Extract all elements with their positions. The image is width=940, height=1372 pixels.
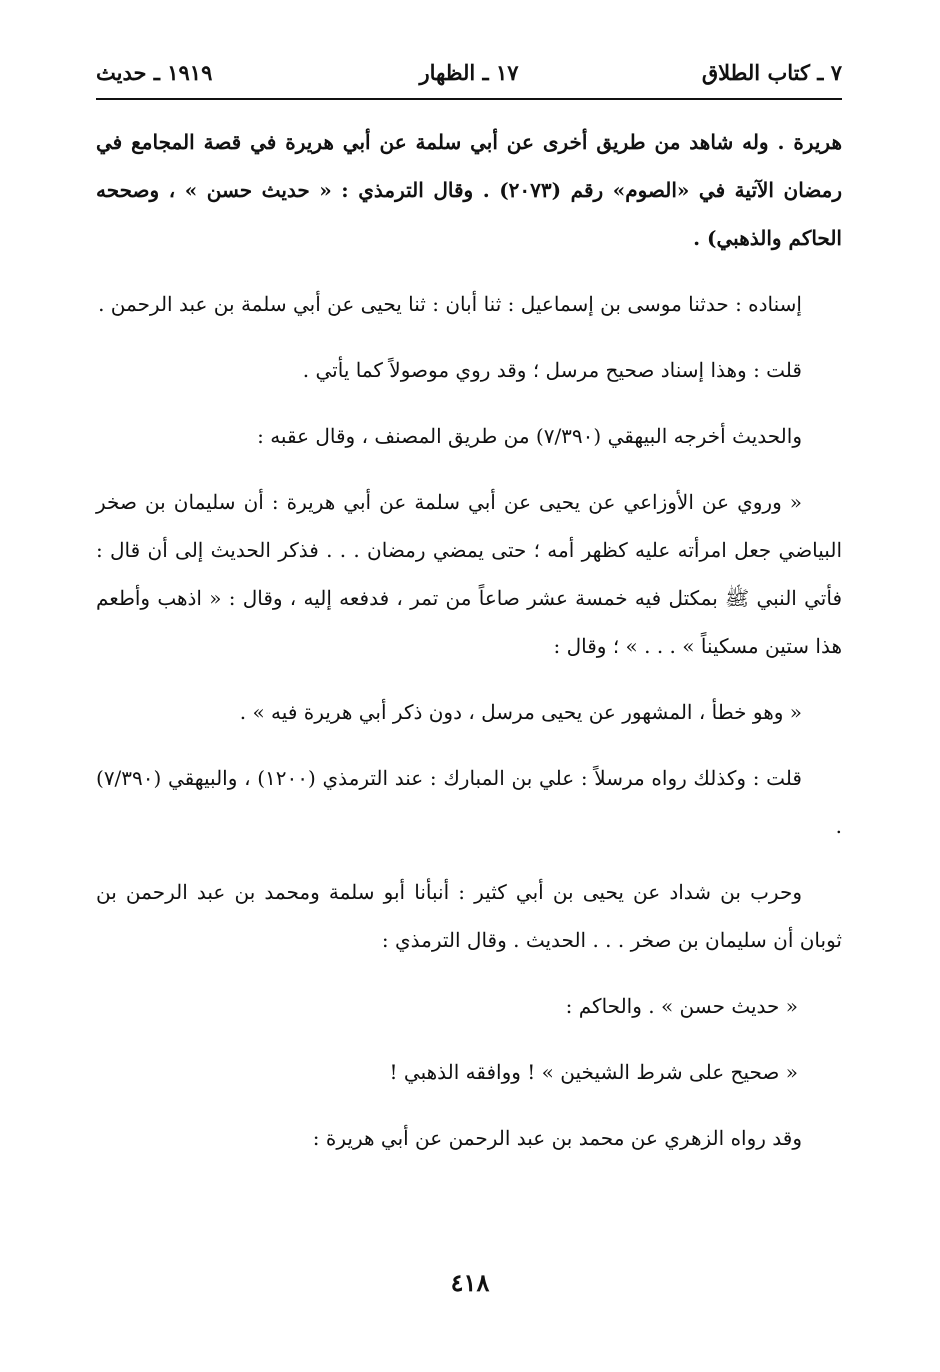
paragraph-10: « صحيح على شرط الشيخين » ! ووافقه الذهبي !	[389, 1060, 798, 1084]
header-divider	[96, 98, 842, 100]
paragraph-6: « وهو خطأ ، المشهور عن يحيى مرسل ، دون ذكر أبي هريرة فيه » .	[239, 700, 802, 724]
paragraph-1: هريرة . وله شاهد من طريق أخرى عن أبي سلمة عن أبي هريرة في قصة المجامع في رمضان الآتية في «الصوم» رقم (٢٠٧٣) . وقال الترمذي : « حديث حسن » ، وصححه الحاكم والذهبي) .	[96, 130, 842, 250]
paragraph-9: « حديث حسن » . والحاكم :	[565, 994, 798, 1018]
paragraph-2: إسناده : حدثنا موسى بن إسماعيل : ثنا أبان : ثنا يحيى عن أبي سلمة بن عبد الرحمن .	[98, 292, 802, 316]
paragraph-5: « وروي عن الأوزاعي عن يحيى عن أبي سلمة عن أبي هريرة : أن سليمان بن صخر البياضي جعل امرأته عليه كظهر أمه ؛ حتى يمضي رمضان . . . فذكر الحديث إلى أن قال : فأتي النبي ﷺ بمكتل فيه خمسة عشر صاعاً من تمر ، فدفعه إليه ، وقال : « اذهب وأطعم هذا ستين مسكيناً » . . . » ؛ وقال :	[96, 490, 842, 658]
header-chapter-title: ١٧ ـ الظهار	[419, 60, 519, 85]
paragraph-4: والحديث أخرجه البيهقي (٧/٣٩٠) من طريق المصنف ، وقال عقبه :	[257, 424, 802, 448]
header-hadith-number: ١٩١٩ ـ حديث	[96, 60, 213, 85]
running-header	[96, 58, 842, 98]
paragraph-11: وقد رواه الزهري عن محمد بن عبد الرحمن عن أبي هريرة :	[312, 1126, 802, 1150]
paragraph-8: وحرب بن شداد عن يحيى بن أبي كثير : أنبأنا أبو سلمة ومحمد بن عبد الرحمن بن ثوبان أن سليمان بن صخر . . . الحديث . وقال الترمذي :	[96, 880, 842, 952]
paragraph-3: قلت : وهذا إسناد صحيح مرسل ؛ وقد روي موصولاً كما يأتي .	[302, 358, 802, 382]
header-book-title: ٧ ـ كتاب الطلاق	[701, 60, 842, 85]
paragraph-7: قلت : وكذلك رواه مرسلاً : علي بن المبارك : عند الترمذي (١٢٠٠) ، والبيهقي (٧/٣٩٠) .	[96, 766, 842, 838]
page-body	[96, 118, 842, 1180]
page-number: ٤١٨	[450, 1268, 490, 1297]
